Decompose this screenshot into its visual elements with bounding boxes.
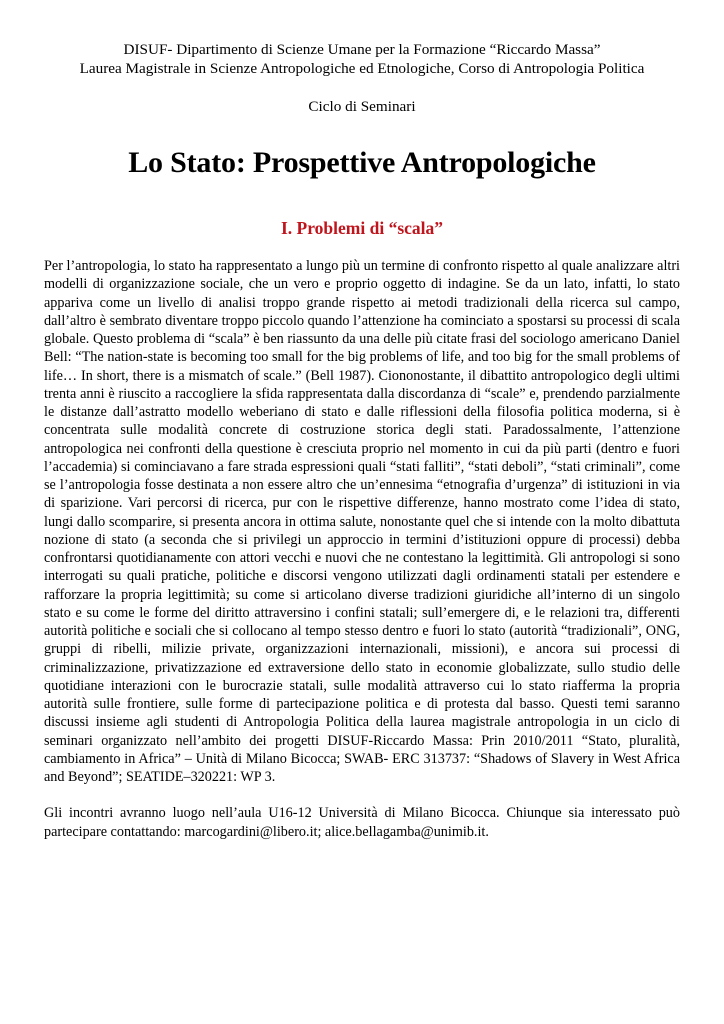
seminar-series-label: Ciclo di Seminari: [308, 98, 416, 115]
department-header: DISUF- Dipartimento di Scienze Umane per la Formazione “Riccardo Massa”: [123, 41, 601, 58]
body-paragraph-1: Per l’antropologia, lo stato ha rappresentato a lungo più un termine di confronto rispetto al quale analizzare altri modelli di organizzazione sociale, che un vero e proprio oggetto di indagine. Se da un lato, infatti, lo stato appariva come un livello di analisi troppo grande rispetto ai metodi tradizionali della ricerca sul campo, dall’altro è sembrato diventare troppo piccolo quando l’attenzione ha cominciato a spostarsi su processi di scala globale. Questo problema di “scala” è ben riassunto da una delle più citate frasi del sociologo americano Daniel Bell: “The nation-state is becoming too small for the big problems of life, and too big for the small problems of life… In short, there is a mismatch of scale.” (Bell 1987). Ciononostante, il dibattito antropologico degli ultimi trenta anni è riuscito a raccogliere la sfida rappresentata dalla discordanza di “scale” e, prendendo parzialmente le distanze dall’astratto modello weberiano di stato e dalle riflessioni della filosofia politica moderna, si è concentrata sulle modalità concrete di costruzione storica degli stati. Paradossalmente, l’attenzione antropologica nei confronti della questione è cresciuta proprio nel momento in cui da più parti (dentro e fuori l’accademia) si cominciavano a fare strada espressioni quali “stati falliti”, “stati deboli”, “stati criminali”, come se l’antropologia fosse destinata a non essere altro che un’ennesima “etnografia d’urgenza” di istituzioni in via di sparizione. Vari percorsi di ricerca, pur con le rispettive differenze, hanno mostrato come l’idea di stato, lungi dallo scomparire, si presenta ancora in ottima salute, nonostante quel che si intende con la molto dibattuta nozione di stato (a seconda che si privilegi un approccio in termini d’istituzioni oppure di processi) debba confrontarsi quotidianamente con attori vecchi e nuovi che ne contestano la legittimità. Gli antropologi si sono interrogati su quali pratiche, politiche e discorsi vengono utilizzati dagli ordinamenti statali per estendere e rafforzare la propria legittimità; su come si articolano diverse tradizioni giuridiche all’interno di un singolo stato e su come le forme del diritto attraversino i confini statali; sull’emergere di, e le relazioni tra, differenti autorità politiche e sociali che si collocano al tempo stesso dentro e fuori lo stato (autorità “tradizionali”, ONG, gruppi di ribelli, milizie private, organizzazioni internazionali, missioni), e ancora sui processi di criminalizzazione, privatizzazione ed extraversione dello stato in economie globalizzate, sullo studio delle quotidiane interazioni con le burocrazie statali, sulle modalità attraverso cui lo stato riafferma la propria autorità sulle frontiere, sulle forme di partecipazione politica e di protesta dal basso. Questi temi saranno discussi insieme agli studenti di Antropologia Politica della laurea magistrale antropologia in un ciclo di seminari organizzato nell’ambito dei progetti DISUF-Riccardo Massa: Prin 2010/2011 “Stato, pluralità, cambiamento in Africa” – Unità di Milano Bicocca; SWAB- ERC 313737: “Shadows of Slavery in West Africa and Beyond”; SEATIDE–320221: WP 3.: [44, 258, 680, 785]
document-title: Lo Stato: Prospettive Antropologiche: [128, 146, 596, 179]
section-title: I. Problemi di “scala”: [280, 218, 444, 238]
body-paragraph-2: Gli incontri avranno luogo nell’aula U16-12 Università di Milano Bicocca. Chiunque sia interessato può partecipare contattando: marcogardini@libero.it; alice.bellagamba@unimib.it.: [44, 805, 680, 840]
degree-header: Laurea Magistrale in Scienze Antropologiche ed Etnologiche, Corso di Antropologia Politica: [79, 60, 645, 77]
